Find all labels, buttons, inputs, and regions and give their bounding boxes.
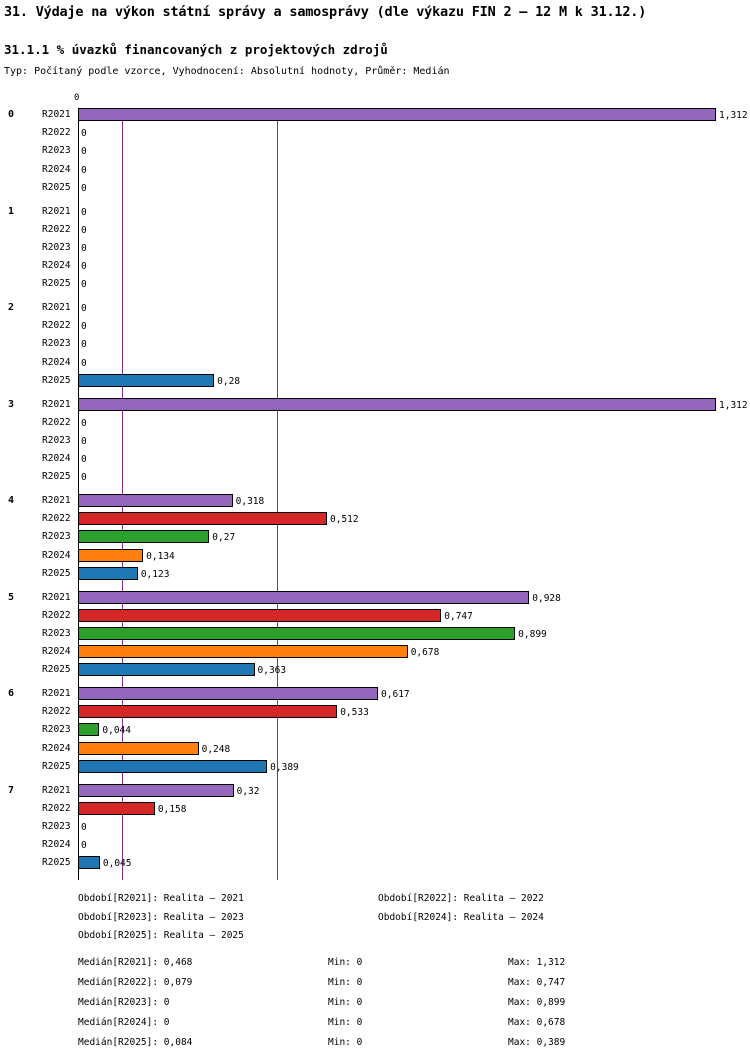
row-label-R2025: R2025 [42, 374, 71, 386]
bar-value: 0,363 [257, 665, 287, 677]
bar-value: 0,318 [235, 496, 265, 507]
bar [78, 705, 337, 718]
page-title: 31. Výdaje na výkon státní správy a samosprávy (dle výkazu FIN 2 – 12 M k 31.12.) [4, 4, 647, 20]
row-label-R2024: R2024 [42, 260, 71, 272]
bar-value: 0 [81, 417, 87, 429]
bar-value: 0,123 [140, 568, 170, 580]
bar-value: 0 [81, 435, 87, 447]
bar [78, 374, 214, 387]
bar [78, 687, 378, 700]
row-label-R2023: R2023 [42, 724, 71, 736]
legend-row [0, 912, 750, 931]
stat-median: Medián[R2022]: 0,079 [78, 977, 193, 988]
stat-max: Max: 0,747 [508, 977, 566, 988]
row-label-R2025: R2025 [42, 278, 71, 290]
stat-median: Medián[R2025]: 0,084 [78, 1037, 193, 1048]
bar-value: 0,158 [157, 803, 187, 815]
row-label-R2025: R2025 [42, 567, 71, 579]
bar-value: 0,928 [532, 592, 561, 604]
bar-value: 0 [81, 279, 87, 291]
group-label: 5 [8, 591, 15, 603]
bar-value: 0 [81, 339, 87, 351]
stat-median: Medián[R2023]: 0 [78, 997, 170, 1008]
bar [78, 663, 255, 676]
bar-value: 0 [81, 146, 87, 158]
stat-min: Min: 0 [328, 1037, 363, 1048]
group-label: 4 [8, 495, 15, 506]
stats-row [0, 977, 750, 997]
bar [78, 742, 199, 755]
row-label-R2025: R2025 [42, 471, 71, 483]
bar-value: 0 [81, 242, 87, 254]
bar-value: 0 [81, 182, 87, 194]
bar [78, 645, 408, 658]
row-label-R2024: R2024 [42, 839, 71, 851]
row-label-R2024: R2024 [42, 356, 71, 368]
row-label-R2022: R2022 [42, 416, 71, 428]
legend-row [0, 930, 750, 949]
bar-value: 0,747 [444, 610, 473, 622]
row-label-R2022: R2022 [42, 802, 71, 814]
row-label-R2023: R2023 [42, 820, 71, 832]
bar-value: 0,134 [146, 550, 175, 562]
row-label-R2021: R2021 [42, 495, 71, 506]
group-label: 6 [8, 688, 15, 699]
stat-min: Min: 0 [328, 957, 363, 968]
row-label-R2025: R2025 [42, 664, 71, 676]
row-label-R2022: R2022 [42, 320, 71, 332]
row-label-R2025: R2025 [42, 760, 71, 772]
bar [78, 784, 234, 797]
row-label-R2025: R2025 [42, 181, 71, 193]
stat-max: Max: 0,389 [508, 1037, 566, 1048]
stats-row [0, 1037, 750, 1057]
bar [78, 856, 100, 869]
bar-value: 0,389 [270, 761, 299, 773]
bar-value: 0,512 [329, 514, 359, 526]
row-label-R2022: R2022 [42, 706, 71, 718]
stat-median: Medián[R2021]: 0,468 [78, 957, 193, 968]
bar [78, 549, 143, 562]
bar [78, 802, 155, 815]
stat-max: Max: 1,312 [508, 957, 566, 968]
group-label: 1 [8, 205, 15, 217]
row-label-R2022: R2022 [42, 127, 71, 139]
bar-value: 0,533 [340, 707, 369, 719]
stat-max: Max: 0,899 [508, 997, 566, 1008]
row-label-R2024: R2024 [42, 646, 71, 658]
bar [78, 591, 529, 604]
bar [78, 567, 138, 580]
bar-value: 0 [81, 128, 87, 140]
row-label-R2024: R2024 [42, 453, 71, 465]
axis-zero-label: 0 [74, 93, 80, 103]
bar-value: 0,617 [381, 689, 410, 700]
bar-value: 0,899 [518, 628, 547, 640]
bar [78, 494, 233, 507]
bar-value: 0,28 [217, 375, 241, 387]
stats-row [0, 997, 750, 1017]
row-label-R2024: R2024 [42, 549, 71, 561]
stat-min: Min: 0 [328, 997, 363, 1008]
bar [78, 398, 716, 411]
bar-value: 0 [81, 821, 87, 833]
row-label-R2024: R2024 [42, 742, 71, 754]
bar-value: 0 [81, 303, 87, 314]
bar-value: 1,312 [719, 399, 748, 411]
bar-value: 0 [81, 357, 87, 369]
row-label-R2022: R2022 [42, 513, 71, 525]
row-label-R2023: R2023 [42, 145, 71, 157]
row-label-R2022: R2022 [42, 609, 71, 621]
stats-row [0, 957, 750, 977]
bar-value: 0 [81, 472, 87, 484]
bar [78, 760, 267, 773]
bar [78, 530, 209, 543]
bar-value: 1,312 [719, 110, 748, 121]
group-label: 7 [8, 784, 15, 796]
bar-value: 0,32 [236, 785, 260, 797]
chart-subtitle: 31.1.1 % úvazků financovaných z projektových zdrojů [4, 42, 388, 57]
bar [78, 512, 327, 525]
stats-row [0, 1017, 750, 1037]
stat-max: Max: 0,678 [508, 1017, 566, 1028]
row-label-R2021: R2021 [42, 784, 71, 796]
chart-plot-area [78, 108, 748, 880]
row-label-R2021: R2021 [42, 591, 71, 603]
row-label-R2021: R2021 [42, 205, 71, 217]
group-label: 3 [8, 398, 15, 410]
bar-value: 0,678 [410, 647, 440, 659]
bar-value: 0,044 [102, 725, 131, 737]
row-label-R2021: R2021 [42, 109, 71, 120]
bar-value: 0 [81, 224, 87, 236]
chart-stats [0, 957, 750, 1057]
row-label-R2023: R2023 [42, 627, 71, 639]
legend-item: Období[R2023]: Realita – 2023 [78, 911, 244, 923]
legend-row [0, 893, 750, 912]
row-label-R2025: R2025 [42, 857, 71, 869]
stat-min: Min: 0 [328, 977, 363, 988]
bar [78, 108, 716, 121]
chart-legend [0, 893, 750, 949]
bar-value: 0 [81, 840, 87, 852]
bar-value: 0 [81, 261, 87, 273]
row-label-R2023: R2023 [42, 338, 71, 350]
stat-min: Min: 0 [328, 1017, 363, 1028]
bar-value: 0 [81, 164, 87, 176]
row-label-R2021: R2021 [42, 302, 71, 313]
legend-item: Období[R2022]: Realita – 2022 [378, 893, 544, 904]
bar-value: 0 [81, 206, 87, 218]
legend-item: Období[R2025]: Realita – 2025 [78, 930, 244, 941]
row-label-R2023: R2023 [42, 241, 71, 253]
bar [78, 723, 99, 736]
bar-value: 0,27 [212, 532, 236, 544]
row-label-R2022: R2022 [42, 223, 71, 235]
legend-item: Období[R2024]: Realita – 2024 [378, 911, 544, 923]
row-label-R2021: R2021 [42, 688, 71, 699]
row-label-R2021: R2021 [42, 398, 71, 410]
bar-value: 0 [81, 454, 87, 466]
bar-value: 0,045 [102, 858, 132, 870]
group-label: 2 [8, 302, 15, 313]
stat-median: Medián[R2024]: 0 [78, 1017, 170, 1028]
chart-type-line: Typ: Počítaný podle vzorce, Vyhodnocení: Absolutní hodnoty, Průměr: Medián [4, 66, 450, 77]
bar [78, 609, 441, 622]
row-label-R2023: R2023 [42, 531, 71, 543]
row-label-R2023: R2023 [42, 434, 71, 446]
bar-value: 0,248 [201, 743, 231, 755]
legend-item: Období[R2021]: Realita – 2021 [78, 893, 244, 904]
bar-value: 0 [81, 321, 87, 333]
row-label-R2024: R2024 [42, 163, 71, 175]
group-label: 0 [8, 109, 15, 120]
bar [78, 627, 515, 640]
